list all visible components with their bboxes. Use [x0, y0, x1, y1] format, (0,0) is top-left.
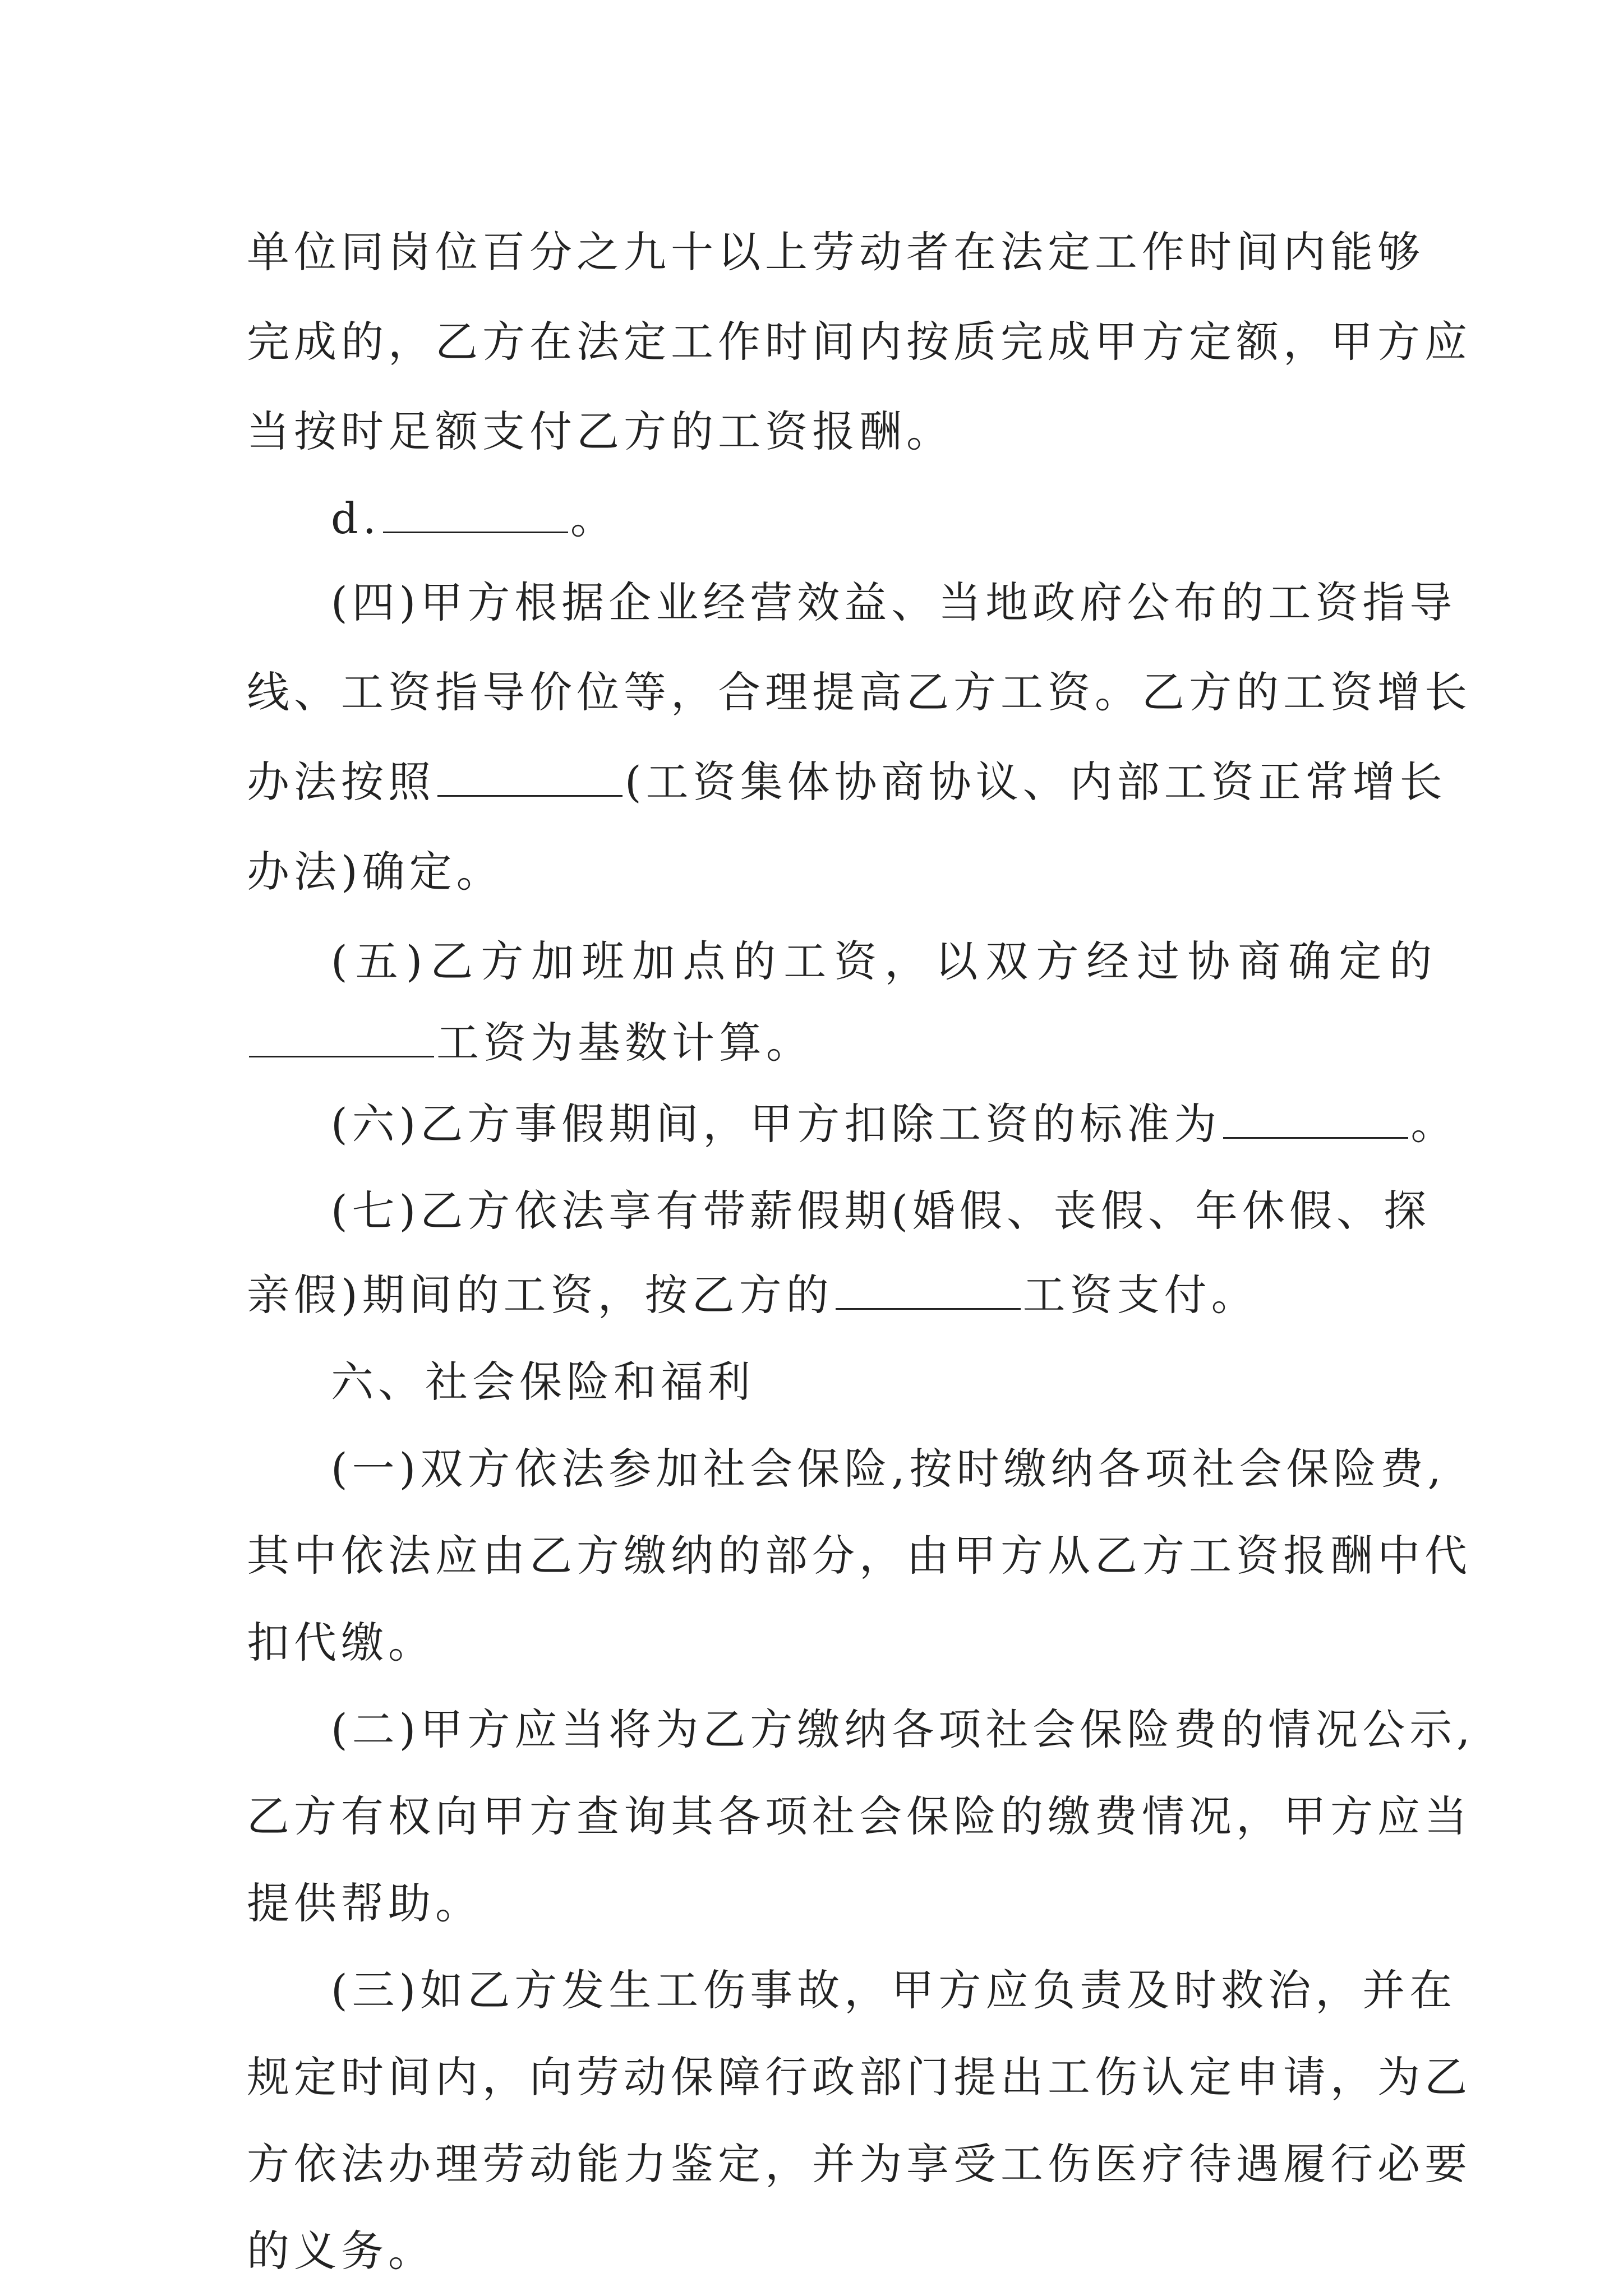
- social-1-line-1: [331, 1424, 1446, 1514]
- social-3-line-4: [247, 2206, 435, 2296]
- text-line: 的义务。: [247, 2226, 435, 2276]
- clause-d: [331, 474, 617, 563]
- text-line: [247, 387, 953, 477]
- text-line: (六)乙方事假期间，甲方扣除工资的标准为: [331, 1099, 1221, 1149]
- text-line: (七)乙方依法享有带薪假期(婚假、丧假、年休假、探: [331, 1186, 1431, 1236]
- text-line-1: 单位同岗位百分之九十以上劳动者在法定工作时间内能够: [247, 227, 1424, 277]
- social-2-line-3: [247, 1859, 482, 1948]
- clause-4-line-4: [247, 827, 504, 917]
- text-line: (工资集体协商协议、内部工资正常增长: [625, 757, 1447, 807]
- social-2-line-2: [247, 1772, 1472, 1861]
- social-2-line-1: [331, 1685, 1474, 1775]
- clause-d-end: 。: [570, 493, 617, 543]
- social-3-line-3: [247, 2119, 1472, 2209]
- clause-4-line-3: [247, 737, 1447, 827]
- text-line: (二)甲方应当将为乙方缴纳各项社会保险费的情况公示,: [331, 1704, 1475, 1754]
- text-line-3: 当按时足额支付乙方的工资报酬。: [247, 406, 953, 456]
- clause-7-line-2: [247, 1250, 1258, 1340]
- text-line-2: 完成的，乙方在法定工作时间内按质完成甲方定额，甲方应: [247, 317, 1472, 367]
- clause-7-line-1: [331, 1166, 1431, 1256]
- social-3-line-2: [247, 2032, 1472, 2122]
- text-line: (四)甲方根据企业经营效益、当地政府公布的工资指导: [331, 578, 1457, 627]
- fill-blank[interactable]: [836, 1274, 1021, 1310]
- section-title: 六、社会保险和福利: [331, 1357, 755, 1407]
- fill-blank[interactable]: [249, 1022, 434, 1057]
- clause-d-label: d.: [331, 493, 381, 543]
- social-1-line-3: [247, 1598, 435, 1688]
- fill-blank[interactable]: [383, 498, 568, 533]
- social-3-line-1: [331, 1946, 1456, 2035]
- text-line: (三)如乙方发生工伤事故，甲方应负责及时救治，并在: [331, 1965, 1457, 2015]
- text-line: 办法按照: [247, 757, 435, 807]
- text-line: 工资支付。: [1022, 1270, 1258, 1320]
- text-line: 工资为基数计算。: [436, 1018, 813, 1068]
- social-1-line-2: [247, 1511, 1472, 1601]
- text-line: [247, 207, 1424, 297]
- text-line: 亲假)期间的工资，按乙方的: [247, 1270, 833, 1320]
- fill-blank[interactable]: [437, 761, 623, 797]
- text-line: [247, 297, 1472, 387]
- text-line: 提供帮助。: [247, 1878, 482, 1928]
- section-heading: [331, 1337, 755, 1427]
- clause-5-line-1: [331, 917, 1440, 1006]
- text-line: 乙方有权向甲方查询其各项社会保险的缴费情况，甲方应当: [247, 1791, 1472, 1841]
- clause-4-line-1: [331, 558, 1456, 648]
- text-line: 其中依法应由乙方缴纳的部分，由甲方从乙方工资报酬中代: [247, 1531, 1472, 1581]
- clause-5-line-2: [247, 998, 813, 1088]
- text-line: 扣代缴。: [247, 1618, 435, 1667]
- text-line: 。: [1410, 1099, 1458, 1149]
- text-line: 方依法办理劳动能力鉴定，并为享受工伤医疗待遇履行必要: [247, 2139, 1472, 2189]
- text-line: 规定时间内，向劳动保障行政部门提出工伤认定申请，为乙: [247, 2052, 1472, 2102]
- text-line: 线、工资指导价位等，合理提高乙方工资。乙方的工资增长: [247, 667, 1472, 717]
- fill-blank[interactable]: [1223, 1103, 1408, 1139]
- text-line: (五)乙方加班加点的工资，以双方经过协商确定的: [331, 936, 1440, 986]
- clause-4-line-2: [247, 648, 1472, 737]
- text-line: 办法)确定。: [247, 847, 504, 897]
- text-line: (一)双方依法参加社会保险,按时缴纳各项社会保险费,: [331, 1444, 1446, 1494]
- clause-6: [331, 1079, 1458, 1169]
